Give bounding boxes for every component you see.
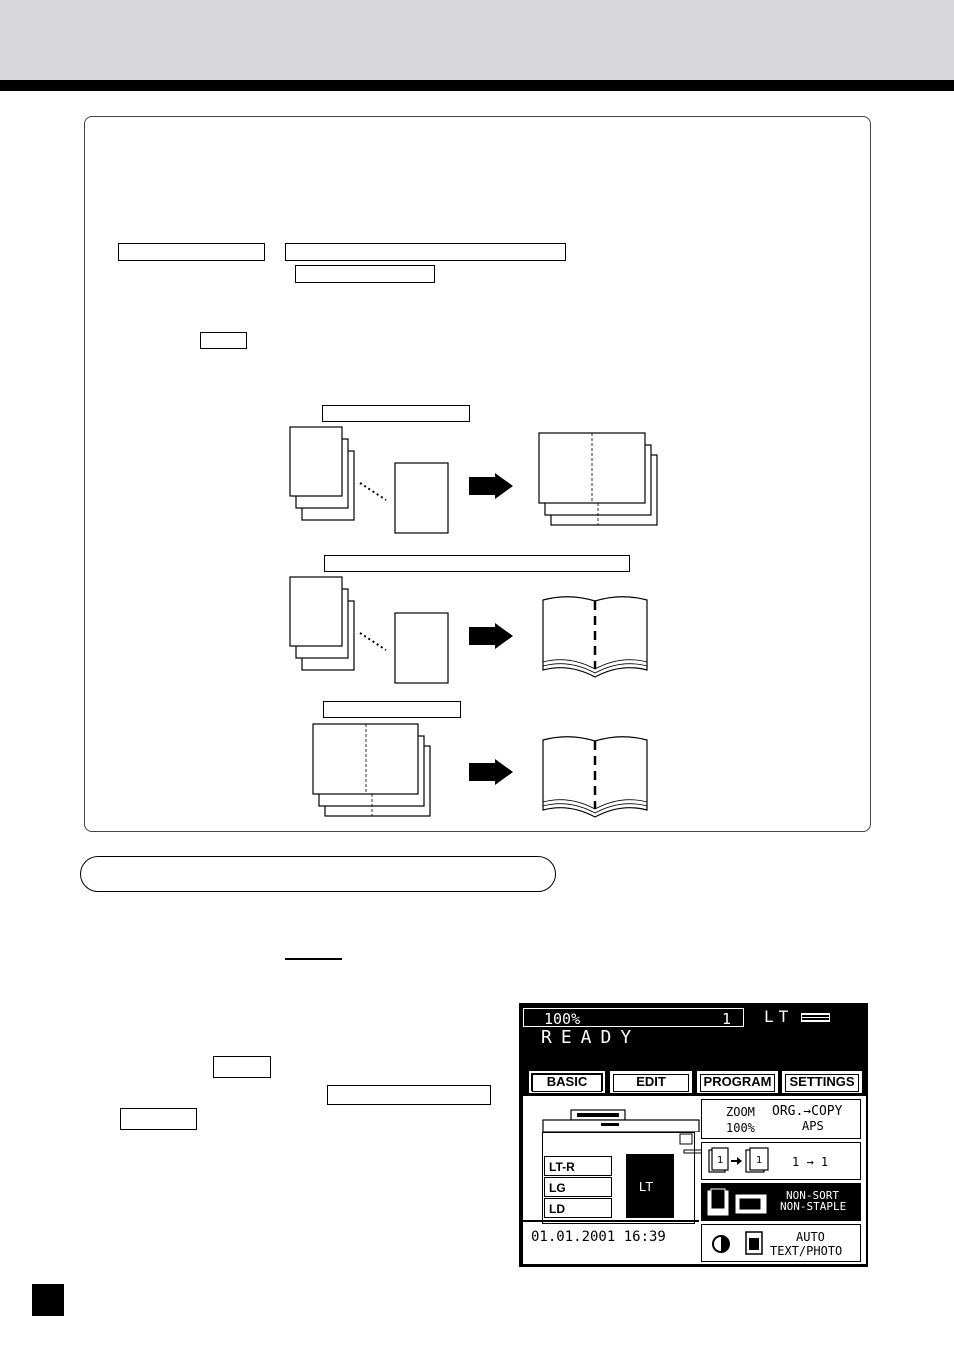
sort-staple-button[interactable]: NON-SORT NON-STAPLE	[701, 1183, 861, 1221]
sort-mode-icon	[706, 1187, 772, 1217]
tab-edit[interactable]: EDIT	[610, 1071, 692, 1093]
duplex-copy-icon	[706, 1146, 772, 1176]
header-rule	[0, 80, 954, 91]
paper-stack-icon	[801, 1013, 830, 1022]
diagram-originals-to-copies	[285, 425, 665, 537]
label-box	[213, 1056, 271, 1078]
label-box	[200, 332, 247, 349]
divider	[523, 1220, 699, 1222]
page-marker	[32, 1284, 64, 1316]
label-box	[285, 243, 566, 261]
tab-program[interactable]: PROGRAM	[697, 1071, 778, 1093]
zoom-readout: 100%	[544, 1010, 581, 1028]
exposure-mode-icon	[708, 1228, 768, 1258]
basic-panel-body	[523, 1096, 866, 1264]
copy-count: 1	[722, 1010, 732, 1028]
label-box	[327, 1085, 491, 1105]
tab-basic[interactable]: BASIC	[529, 1071, 605, 1093]
header-band	[0, 0, 954, 80]
tray-lt-selected[interactable]: LT	[626, 1154, 674, 1218]
tray-lt-r[interactable]: LT-R	[544, 1156, 612, 1176]
status-message: READY	[541, 1027, 641, 1048]
date-time: 01.01.2001 16:39	[531, 1229, 666, 1245]
tray-lg[interactable]: LG	[544, 1177, 612, 1197]
svg-text:1: 1	[756, 1155, 763, 1166]
diagram-caption-box	[324, 555, 630, 572]
section-heading-pill	[80, 856, 556, 892]
label-box	[118, 243, 265, 261]
copier-machine-icon	[541, 1104, 701, 1132]
duplex-button[interactable]: 1 1 1 → 1	[701, 1142, 861, 1180]
zoom-button[interactable]: ZOOM 100% ORG.→COPY APS	[701, 1099, 861, 1139]
svg-text:1: 1	[717, 1155, 724, 1166]
underlined-text	[285, 958, 342, 960]
tab-settings[interactable]: SETTINGS	[782, 1071, 862, 1093]
diagram-originals-to-booklet	[285, 575, 665, 687]
zoom-count-bar	[523, 1008, 744, 1027]
diagram-caption-box	[323, 701, 461, 718]
label-box	[295, 265, 435, 283]
copier-control-panel	[519, 1003, 868, 1267]
paper-size-readout: LT	[764, 1007, 794, 1026]
diagram-sheets-to-booklet	[285, 720, 665, 822]
diagram-caption-box	[322, 405, 470, 422]
tray-ld[interactable]: LD	[544, 1198, 612, 1218]
exposure-button[interactable]: AUTO TEXT/PHOTO	[701, 1224, 861, 1262]
label-box	[120, 1108, 197, 1130]
